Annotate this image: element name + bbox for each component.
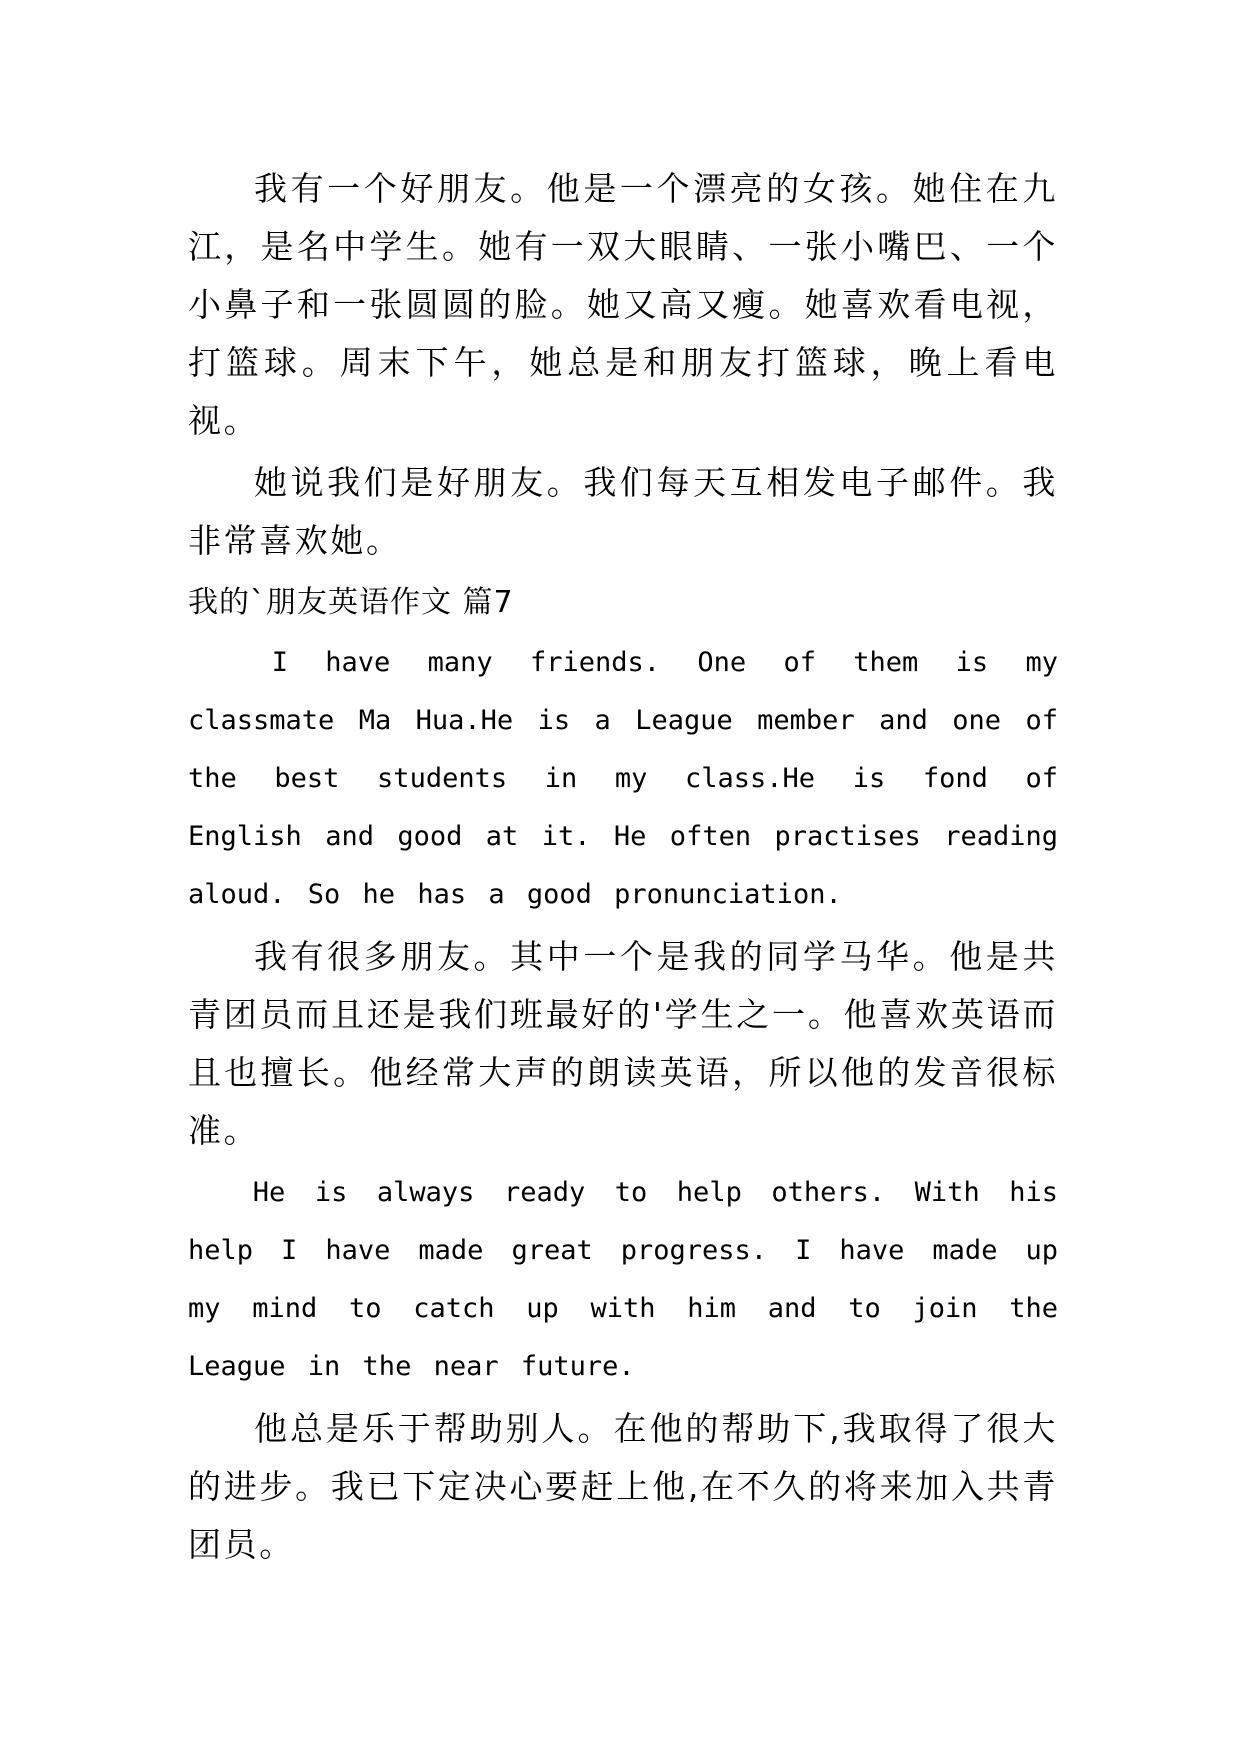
paragraph-help-others-zh: 他总是乐于帮助别人。在他的帮助下,我取得了很大的进步。我已下定决心要赶上他,在不久的将来加入共青团员。: [188, 1409, 1058, 1564]
paragraph-ma-hua-en: I have many friends. One of them is my classmate Ma Hua.He is a League member and one of the best students in my class.He is fond of English and good at it. He often practises reading aloud. So he has a good pronunciation.: [188, 647, 1058, 910]
paragraph-ma-hua-zh: 我有很多朋友。其中一个是我的同学马华。他是共青团员而且还是我们班最好的'学生之一。他喜欢英语而且也擅长。他经常大声的朗读英语，所以他的发音很标准。: [188, 937, 1058, 1150]
paragraph-help-others-en: He is always ready to help others. With his help I have made great progress. I have made up my mind to catch up with him and to join the League in the near future.: [188, 1177, 1058, 1382]
section-heading: 我的`朋友英语作文 篇7: [188, 585, 514, 620]
paragraph-friend-email-zh: 她说我们是好朋友。我们每天互相发电子邮件。我非常喜欢她。: [188, 463, 1058, 560]
document-body: [188, 160, 1058, 1578]
paragraph-friend-description-zh: 我有一个好朋友。他是一个漂亮的女孩。她住在九江，是名中学生。她有一双大眼睛、一张小嘴巴、一个小鼻子和一张圆圆的脸。她又高又瘦。她喜欢看电视，打篮球。周末下午，她总是和朋友打篮球，晚上看电视。: [188, 169, 1058, 440]
